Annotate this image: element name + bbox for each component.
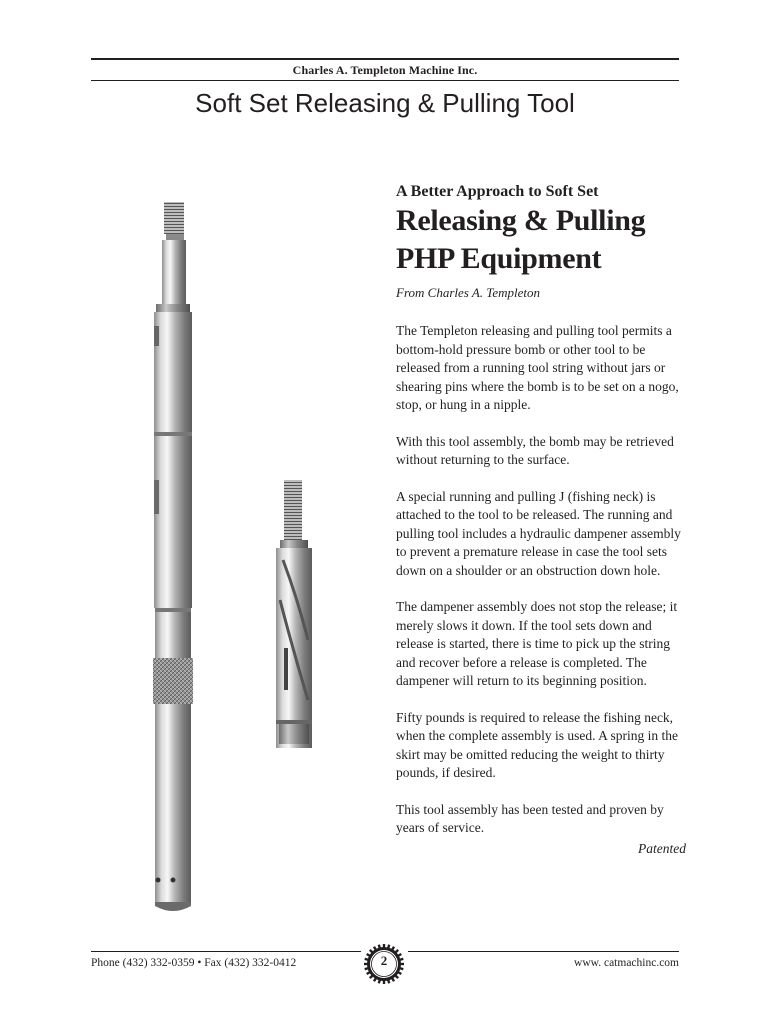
tool-photo: [138, 180, 326, 920]
article: [396, 182, 686, 858]
page-title: Soft Set Releasing & Pulling Tool: [195, 88, 575, 118]
header-bottom-rule: [91, 80, 679, 81]
article-byline: From Charles A. Templeton: [396, 285, 540, 300]
footer-rule-left: [91, 951, 361, 952]
article-kicker: A Better Approach to Soft Set: [396, 183, 599, 200]
body-paragraph: With this tool assembly, the bomb may be retrieved without returning to the surface.: [396, 433, 674, 467]
page-number: 2: [380, 953, 388, 968]
tool-photo-graphic: [138, 180, 326, 920]
body-paragraph: This tool assembly has been tested and proven by years of service.: [396, 801, 664, 835]
body-paragraph: The Templeton releasing and pulling tool permits a bottom-hold pressure bomb or other tool to be released from a running tool string without jars or shearing pins where the bomb is to be set on a nogo, stop, or hung in a nipple.: [396, 323, 679, 412]
company-name: Charles A. Templeton Machine Inc.: [292, 63, 478, 77]
footer-rule-right: [408, 951, 679, 952]
headline-line-1: Releasing & Pulling: [396, 204, 646, 237]
body-paragraph: Fifty pounds is required to release the fishing neck, when the complete assembly is used. A spring in the skirt may be omitted reducing the weight to thirty pounds, if desired.: [396, 709, 678, 780]
article-headline: [396, 202, 686, 278]
body-paragraph: The dampener assembly does not stop the release; it merely slows it down. If the tool sets down and release is started, there is time to pick up the string and recover before a release is completed. The dampener will return to its beginning position.: [396, 599, 678, 688]
body-paragraph: A special running and pulling J (fishing neck) is attached to the tool to be released. The running and pulling tool includes a hydraulic dampener assembly to prevent a premature release in case the tool sets down on a shoulder or an obstruction down hole.: [396, 488, 681, 578]
gear-tooth: [383, 980, 385, 984]
footer-website[interactable]: www. catmachinc.com: [574, 957, 679, 969]
patent-note: Patented: [638, 840, 686, 856]
footer-contact: Phone (432) 332-0359 • Fax (432) 332-0412: [91, 957, 297, 969]
headline-line-2: PHP Equipment: [396, 242, 602, 275]
header-top-rule: [91, 58, 679, 60]
gear-tooth: [383, 944, 385, 948]
